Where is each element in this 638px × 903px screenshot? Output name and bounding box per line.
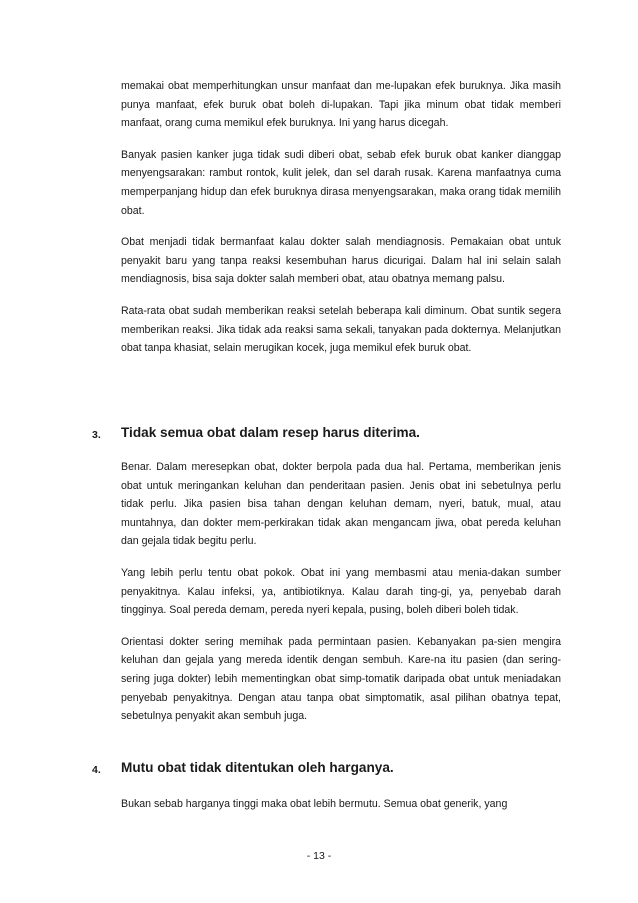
paragraph: Bukan sebab harganya tinggi maka obat lebih bermutu. Semua obat generik, yang: [121, 798, 508, 810]
paragraph: Yang lebih perlu tentu obat pokok. Obat ini yang membasmi atau menia-dakan sumber penyakitnya. Kalau infeksi, ya, antibiotiknya. Kalau darah ting-gi, ya, penyebab darah tingginya. Soal pereda demam, pereda nyeri kepala, pusing, boleh diberi boleh tidak.: [121, 566, 561, 617]
section-title: Tidak semua obat dalam resep harus diterima.: [121, 425, 420, 440]
paragraph: Orientasi dokter sering memihak pada permintaan pasien. Kebanyakan pa-sien mengira keluhan dan gejala yang mereda identik dengan sembuh. Kare-na itu pasien (dan sering-sering juga dokter) lebih mementingkan obat simp-tomatik daripada obat untuk meniadakan penyebab penyakitnya. Dengan atau tanpa obat simptomatik, asal pilihan obatnya tepat, sebetulnya penyakit akan sembuh juga.: [121, 635, 561, 723]
page-number: - 13 -: [306, 850, 332, 862]
section-number: 4.: [92, 764, 101, 776]
paragraph: memakai obat memperhitungkan unsur manfaat dan me-lupakan efek buruknya. Jika masih punya manfaat, efek buruk obat boleh di-lupakan. Tapi jika minum obat tidak memberi manfaat, orang cuma memikul efek buruknya. Ini yang harus dicegah.: [121, 80, 561, 130]
section-title: Mutu obat tidak ditentukan oleh harganya.: [121, 760, 394, 775]
body-text-top: [121, 77, 561, 358]
paragraph: Obat menjadi tidak bermanfaat kalau dokter salah mendiagnosis. Pemakaian obat untuk penyakit baru yang tanpa reaksi kesembuhan harus dicurigai. Dalam hal ini selain salah mendiagnosis, bisa saja dokter salah memberi obat, atau obatnya memang palsu.: [121, 236, 561, 286]
paragraph: Benar. Dalam meresepkan obat, dokter berpola pada dua hal. Pertama, memberikan jenis obat untuk meringankan keluhan dan penderitaan pasien. Jenis obat ini sebetulnya perlu tidak perlu. Jika pasien bisa tahan dengan keluhan demam, nyeri, batuk, mual, atau muntahnya, dan dokter mem-perkirakan tidak akan mengancam jiwa, obat pereda keluhan dan gejala tidak begitu perlu.: [121, 461, 561, 548]
section-number: 3.: [92, 429, 101, 441]
section-4-body: [121, 795, 561, 814]
section-3-body: [121, 458, 561, 726]
paragraph: Banyak pasien kanker juga tidak sudi diberi obat, sebab efek buruk obat kanker dianggap menyengsarakan: rambut rontok, kulit jelek, dan sel darah rusak. Karena manfaatnya cuma memperpanjang hidup dan efek buruknya dirasa menyengsarakan, maka orang tidak memilih obat.: [121, 148, 561, 217]
paragraph: Rata-rata obat sudah memberikan reaksi setelah beberapa kali diminum. Obat suntik segera memberikan reaksi. Jika tidak ada reaksi sama sekali, tanyakan pada dokternya. Melanjutkan obat tanpa khasiat, selain merugikan kocek, juga memikul efek buruk obat.: [121, 304, 561, 355]
